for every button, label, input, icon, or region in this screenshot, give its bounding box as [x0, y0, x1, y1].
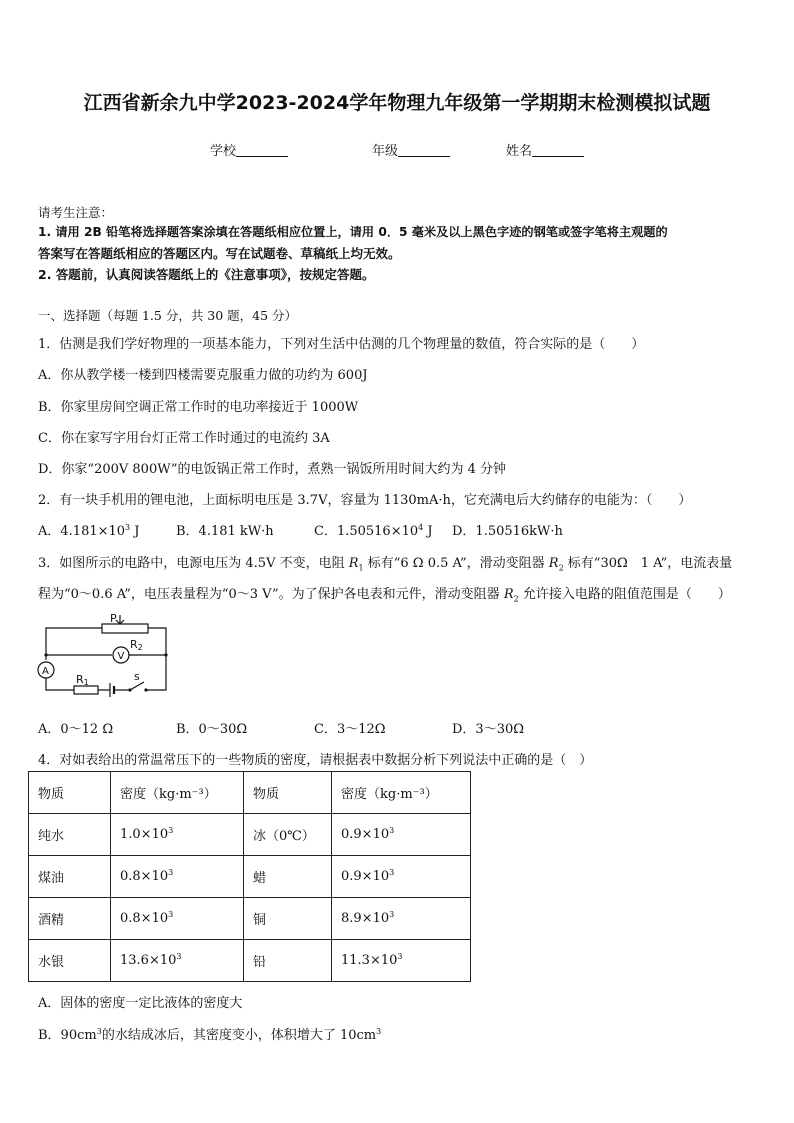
q4-option-b[interactable]: [38, 1024, 381, 1043]
table-cell: [332, 898, 471, 940]
q2-a-unit: J: [130, 524, 140, 539]
q3-text: 标有“6 Ω 0.5 A”，滑动变阻器: [363, 556, 549, 571]
cell-base: 0.9×10: [341, 869, 390, 884]
table-cell: [111, 898, 244, 940]
table-header-cell: 物质: [29, 772, 111, 814]
q3-option-a[interactable]: A．0～12 Ω: [38, 722, 114, 737]
school-field[interactable]: [210, 140, 288, 159]
junction-node: [164, 653, 167, 656]
q3-r1: R: [348, 556, 359, 571]
table-row: [29, 856, 471, 898]
table-header-cell: 物质: [244, 772, 332, 814]
table-header-cell: 密度（kg·m⁻³）: [332, 772, 471, 814]
cell-base: 11.3×10: [341, 953, 398, 968]
cell-exp: 3: [389, 868, 395, 877]
q3-r2-sub: 2: [558, 563, 564, 573]
table-cell: [332, 940, 471, 982]
grade-field[interactable]: [372, 140, 450, 159]
junction-node: [44, 653, 47, 656]
section-heading: 一、选择题（每题 1.5 分，共 30 题，45 分）: [38, 308, 298, 323]
wire-bottom-left: [46, 678, 74, 690]
cell-exp: 3: [168, 868, 174, 877]
q3-stem-line-2: [38, 583, 731, 602]
q2-a-base: A．4.181×10: [38, 524, 126, 539]
q1-option-c[interactable]: C．你在家写字用台灯正常工作时通过的电流约 3A: [38, 431, 330, 446]
q2-option-b[interactable]: B．4.181 kW·h: [176, 524, 274, 539]
school-label: 学校: [210, 144, 237, 159]
table-header-row: [29, 772, 471, 814]
notice-item-1-line-2: 答案写在答题纸相应的答题区内。写在试题卷、草稿纸上均无效。: [38, 246, 401, 261]
grade-blank[interactable]: [398, 144, 450, 157]
name-label: 姓名: [506, 144, 533, 159]
q4-b-text: 的水结成冰后，其密度变小，体积增大了 10cm: [101, 1028, 377, 1043]
page-title: 江西省新余九中学2023-2024学年物理九年级第一学期期末检测模拟试题: [83, 92, 711, 114]
q3-text: 标有“30Ω 1 A”，电流表量: [563, 556, 733, 571]
q2-c-base: C．1.50516×10: [314, 524, 419, 539]
table-cell: 煤油: [29, 856, 111, 898]
resistor-r1: [74, 686, 98, 694]
q3-option-d[interactable]: D．3～30Ω: [452, 722, 525, 737]
table-cell: 冰（0℃）: [244, 814, 332, 856]
name-field[interactable]: [506, 140, 584, 159]
label-r1-sub: 1: [83, 678, 89, 687]
school-blank[interactable]: [236, 144, 288, 157]
q2-stem: 2．有一块手机用的锂电池，上面标明电压是 3.7V，容量为 1130mA·h，它充满电后大约储存的电能为：（ ）: [38, 493, 692, 508]
table-cell: [332, 814, 471, 856]
switch-s: [130, 682, 144, 690]
q2-a-exp: 3: [125, 523, 131, 532]
notice-item-2: 2. 答题前，认真阅读答题纸上的《注意事项》，按规定答题。: [38, 267, 375, 282]
q3-text: 程为“0～0.6 A”，电压表量程为“0～3 V”。为了保护各电表和元件，滑动变阻器: [38, 587, 504, 602]
q3-option-b[interactable]: B．0～30Ω: [176, 722, 248, 737]
cell-exp: 3: [389, 910, 395, 919]
q4-b-exp: 3: [376, 1027, 382, 1036]
label-s: s: [134, 670, 140, 683]
table-cell: 铅: [244, 940, 332, 982]
table-cell: [111, 940, 244, 982]
q1-stem: 1．估测是我们学好物理的一项基本能力，下列对生活中估测的几个物理量的数值，符合实际的是（ ）: [38, 337, 645, 352]
q4-stem: 4．对如表给出的常温常压下的一些物质的密度，请根据表中数据分析下列说法中正确的是（ ）: [38, 753, 593, 768]
q1-option-a[interactable]: A．你从教学楼一楼到四楼需要克服重力做的功约为 600J: [38, 368, 368, 383]
q3-r2: R: [548, 556, 559, 571]
cell-base: 8.9×10: [341, 911, 390, 926]
cell-exp: 3: [176, 952, 182, 961]
q1-option-b[interactable]: B．你家里房间空调正常工作时的电功率接近于 1000W: [38, 400, 359, 415]
switch-node: [128, 688, 131, 691]
cell-exp: 3: [168, 910, 174, 919]
label-r1: [76, 673, 89, 687]
table-cell: [332, 856, 471, 898]
q3-r2-sub: 2: [513, 594, 519, 604]
q2-option-a[interactable]: [38, 520, 139, 539]
name-blank[interactable]: [532, 144, 584, 157]
cell-base: 0.8×10: [120, 869, 169, 884]
cell-exp: 3: [168, 826, 174, 835]
q3-option-c[interactable]: C．3～12Ω: [314, 722, 386, 737]
label-r2-main: R: [130, 638, 138, 651]
circuit-diagram: [36, 612, 176, 702]
table-cell: 水银: [29, 940, 111, 982]
wire-top-right: [148, 628, 166, 655]
q3-r1-sub: 1: [358, 563, 364, 573]
q2-option-d[interactable]: D．1.50516kW·h: [452, 524, 563, 539]
q3-text: 允许接入电路的阻值范围是（ ）: [518, 587, 731, 602]
table-cell: [111, 814, 244, 856]
q3-stem-line-1: [38, 552, 732, 571]
cell-exp: 3: [389, 826, 395, 835]
q4-option-a[interactable]: A．固体的密度一定比液体的密度大: [38, 996, 243, 1011]
table-cell: [111, 856, 244, 898]
q2-c-exp: 4: [418, 523, 424, 532]
rheostat-r2: [102, 624, 148, 633]
table-row: [29, 940, 471, 982]
grade-label: 年级: [372, 144, 399, 159]
q3-r2: R: [503, 587, 514, 602]
q4-b-exp: 3: [96, 1027, 102, 1036]
q3-text: 3．如图所示的电路中，电源电压为 4.5V 不变，电阻: [38, 556, 349, 571]
q4-b-text: B．90cm: [38, 1028, 97, 1043]
cell-base: 1.0×10: [120, 827, 169, 842]
table-cell: 酒精: [29, 898, 111, 940]
notice-heading: 请考生注意：: [38, 205, 114, 220]
label-p: P: [110, 612, 117, 625]
table-cell: 铜: [244, 898, 332, 940]
q2-option-c[interactable]: [314, 520, 433, 539]
cell-base: 0.8×10: [120, 911, 169, 926]
label-r2-sub: 2: [137, 643, 143, 652]
q1-option-d[interactable]: D．你家“200V 800W”的电饭锅正常工作时，煮熟一锅饭所用时间大约为 4 分钟: [38, 462, 507, 477]
table-row: [29, 814, 471, 856]
density-table: [28, 771, 471, 982]
cell-base: 0.9×10: [341, 827, 390, 842]
cell-exp: 3: [397, 952, 403, 961]
switch-node: [144, 688, 147, 691]
notice-item-1-line-1: 1. 请用 2B 铅笔将选择题答案涂填在答题纸相应位置上，请用 0．5 毫米及以上黑色字迹的钢笔或签字笔将主观题的: [38, 225, 668, 239]
table-row: [29, 898, 471, 940]
table-header-cell: 密度（kg·m⁻³）: [111, 772, 244, 814]
label-v: V: [117, 651, 125, 662]
label-r1-main: R: [76, 673, 84, 686]
table-cell: 纯水: [29, 814, 111, 856]
q2-c-unit: J: [423, 524, 433, 539]
table-cell: 蜡: [244, 856, 332, 898]
label-a: A: [42, 666, 49, 677]
label-r2: [130, 638, 143, 652]
wire-bottom-right: [146, 655, 166, 690]
cell-base: 13.6×10: [120, 953, 177, 968]
